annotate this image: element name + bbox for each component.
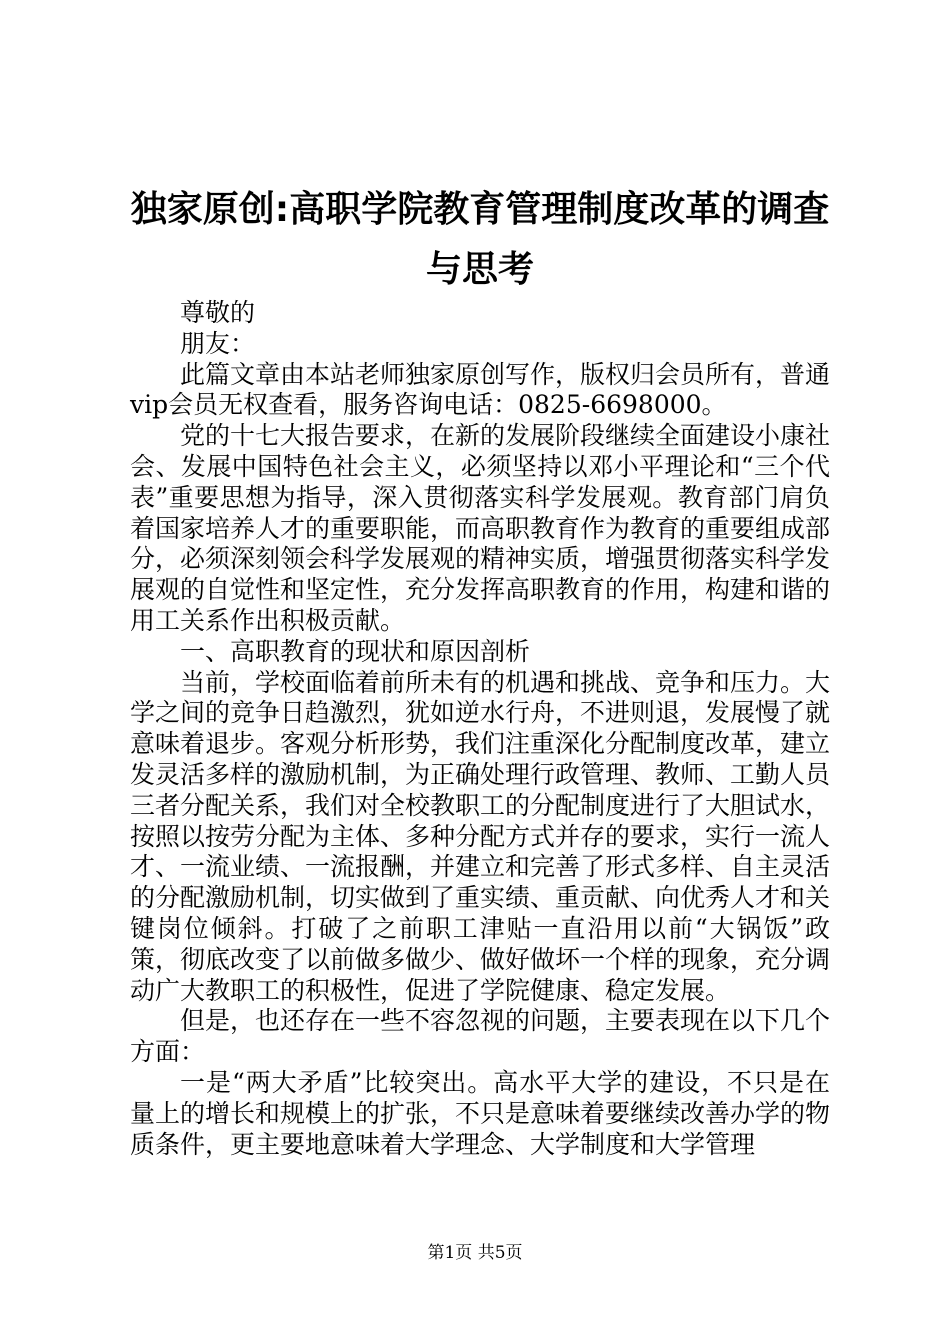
- body-paragraph: 当前，学校面临着前所未有的机遇和挑战、竞争和压力。大学之间的竞争日趋激烈，犹如逆水行舟，不进则退，发展慢了就意味着退步。客观分析形势，我们注重深化分配制度改革，建立发灵活多样的激励机制，为正确处理行政管理、教师、工勤人员三者分配关系，我们对全校教职工的分配制度进行了大胆试水，按照以按劳分配为主体、多种分配方式并存的要求，实行一流人才、一流业绩、一流报酬，并建立和完善了形式多样、自主灵活的分配激励机制，切实做到了重实绩、重贡献、向优秀人才和关键岗位倾斜。打破了之前职工津贴一直沿用以前“大锅饭”政策，彻底改变了以前做多做少、做好做坏一个样的现象，充分调动广大教职工的积极性，促进了学院健康、稳定发展。: [130, 667, 831, 1005]
- document-title-line-1: 独家原创:高职学院教育管理制度改革的调查: [130, 189, 830, 230]
- document-title-line-2: 与思考: [425, 249, 534, 290]
- salutation-line-2: 朋友：: [180, 328, 256, 358]
- salutation-line-1: 尊敬的: [180, 298, 256, 327]
- copyright-notice-paragraph: 此篇文章由本站老师独家原创写作，版权归会员所有，普通vip会员无权查看，服务咨询电话：0825-6698000。: [130, 359, 831, 420]
- body-paragraph: 一是“两大矛盾”比较突出。高水平大学的建设，不只是在量上的增长和规模上的扩张，不只是意味着要继续改善办学的物质条件，更主要地意味着大学理念、大学制度和大学管理: [130, 1067, 831, 1159]
- body-paragraph: 但是，也还存在一些不容忽视的问题，主要表现在以下几个方面：: [130, 1006, 831, 1067]
- body-paragraph: 党的十七大报告要求，在新的发展阶段继续全面建设小康社会、发展中国特色社会主义，必须坚持以邓小平理论和“三个代表”重要思想为指导，深入贯彻落实科学发展观。教育部门肩负着国家培养人才的重要职能，而高职教育作为教育的重要组成部分，必须深刻领会科学发展观的精神实质，增强贯彻落实科学发展观的自觉性和坚定性，充分发挥高职教育的作用，构建和谐的用工关系作出积极贡献。: [130, 421, 831, 635]
- page-number-footer: 第1页 共5页: [427, 1243, 523, 1263]
- document-body: [130, 298, 830, 1160]
- section-heading: 一、高职教育的现状和原因剖析: [180, 636, 531, 666]
